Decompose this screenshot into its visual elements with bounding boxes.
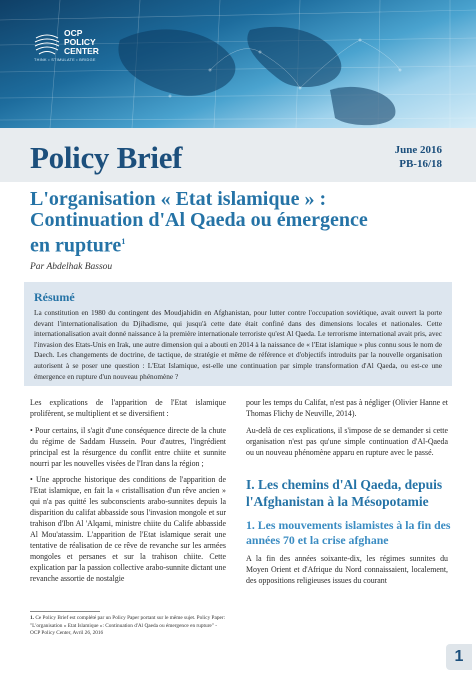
- world-map-banner-graphic: [0, 0, 476, 128]
- summary-box: [24, 282, 452, 386]
- author-byline: Par Abdelhak Bassou: [30, 262, 113, 272]
- body-paragraph: Au-delà de ces explications, il s'impose de se demander si cette organisation n'est pas qu'une simple continuation d'Al-Qaeda ou un nouveau phénomène apparu en rupture avec le passé.: [246, 425, 448, 457]
- footnote: [30, 615, 226, 638]
- ocp-globe-lines-icon: [34, 30, 60, 56]
- section-heading: I. Les chemins d'Al Qaeda, depuis l'Afghanistan à la Mésopotamie: [246, 477, 443, 509]
- logo-tagline: THINK • STIMULATE • BRIDGE: [34, 58, 96, 62]
- article-title: [30, 189, 450, 257]
- body-column-right: [246, 398, 448, 465]
- article-title-line-3-text: en rupture: [30, 234, 122, 257]
- body-bullet-paragraph: • Une approche historique des conditions de l'apparition de l'Etat islamique, en fait la « cristallisation d'un rêve ancien » qui n'a pas quitté les subconscients arabo-sunnites depuis la disparition du califat abbasside sous l'invasion mongole et sur trahison d'Ibn Al 'Alqami, ministre chiite du Calife abbasside Al Mou'atassim. L'apparition de l'Etat islamique serait une tentative de réalisation de ce rêve de revanche sur les armées mongoles et persanes et sur la trahison chiite. Cette explication par la passion collective arabo-sunnite dictant une revanche assortie de nostalgie: [30, 475, 226, 583]
- issue-code: PB-16/18: [399, 158, 442, 170]
- header-banner: [0, 0, 476, 128]
- body-column-left: [30, 398, 226, 591]
- title-footnote-marker: 1: [121, 237, 126, 246]
- article-title-line-3: [30, 231, 450, 257]
- body-paragraph: Les explications de l'apparition de l'Etat islamique prolifèrent, se multiplient et se diversifient :: [30, 398, 226, 418]
- page-number: 1: [446, 644, 472, 670]
- footnote-marker: 1.: [30, 615, 34, 621]
- summary-heading: Résumé: [34, 290, 75, 304]
- article-title-line-1: L'organisation « Etat islamique » :: [30, 188, 327, 210]
- logo-name-line-1: OCP: [64, 28, 83, 38]
- ocp-policy-center-logo: [34, 28, 114, 64]
- article-title-line-2: Continuation d'Al Qaeda ou émergence: [30, 209, 368, 231]
- summary-text: La constitution en 1980 du contingent des Moudjahidin en Afghanistan, pour lutter contre l'occupation soviétique, avait ouvert la porte devant l'internationalisation du Djihadisme, qui jusqu'à cette date était confiné dans des dimensions locales et nationales. Cette internationalisation avait donné naissance à la première internationale terroriste qu'est Al Qaeda. Le terrorisme international avait pris, avec l'invasion des Etats-Unis en Irak, une autre dimension qui a abouti en 2014 à la naissance de « l'Etat islamique » plus connu sous le nom de Daech. Les changements de doctrine, de tactique, de stratégie et même de référence et d'objectifs introduits par la nouvelle organisation autorisent à se poser une question : L'Etat Islamique, est-elle une continuation par simple transformation d'Al Qaeda, ou est-ce une émergence en rupture d'un nouveau phénomène ?: [34, 308, 442, 381]
- issue-date: June 2016: [394, 144, 442, 156]
- logo-name: [64, 29, 124, 56]
- footnote-text: Ce Policy Brief est complété par un Policy Paper portant sur le même sujet. Policy Paper: "L'organisation « Etat Islamique »: Continuation d'Al Qaeda ou émergence en rupture" - OCP Policy Center, Avril 26, 2016: [30, 615, 226, 637]
- issue-info: [395, 143, 442, 171]
- logo-name-line-2: POLICY: [64, 37, 96, 47]
- footnote-divider: [30, 611, 100, 612]
- body-bullet-paragraph: • Pour certains, il s'agit d'une conséquence directe de la chute du régime de Saddam Hussein. Pour d'autres, l'ingrédient principal est la résurgence du conflit entre chiite et sunnite nourri par les nouvelles visées de l'Iran dans la région ;: [30, 425, 226, 468]
- document-type-title: Policy Brief: [30, 140, 183, 175]
- body-paragraph: pour les temps du Califat, n'est pas à négliger (Olivier Hanne et Thomas Flichy de Neuville, 2014).: [246, 398, 448, 418]
- section-paragraph: A la fin des années soixante-dix, les régimes sunnites du Moyen Orient et d'Afrique du Nord connaissaient, localement, des oppositions religieuses issues du courant: [246, 554, 448, 585]
- subsection-heading: 1. Les mouvements islamistes à la fin des années 70 et la crise afghane: [246, 518, 451, 547]
- logo-name-line-3: CENTER: [64, 46, 99, 56]
